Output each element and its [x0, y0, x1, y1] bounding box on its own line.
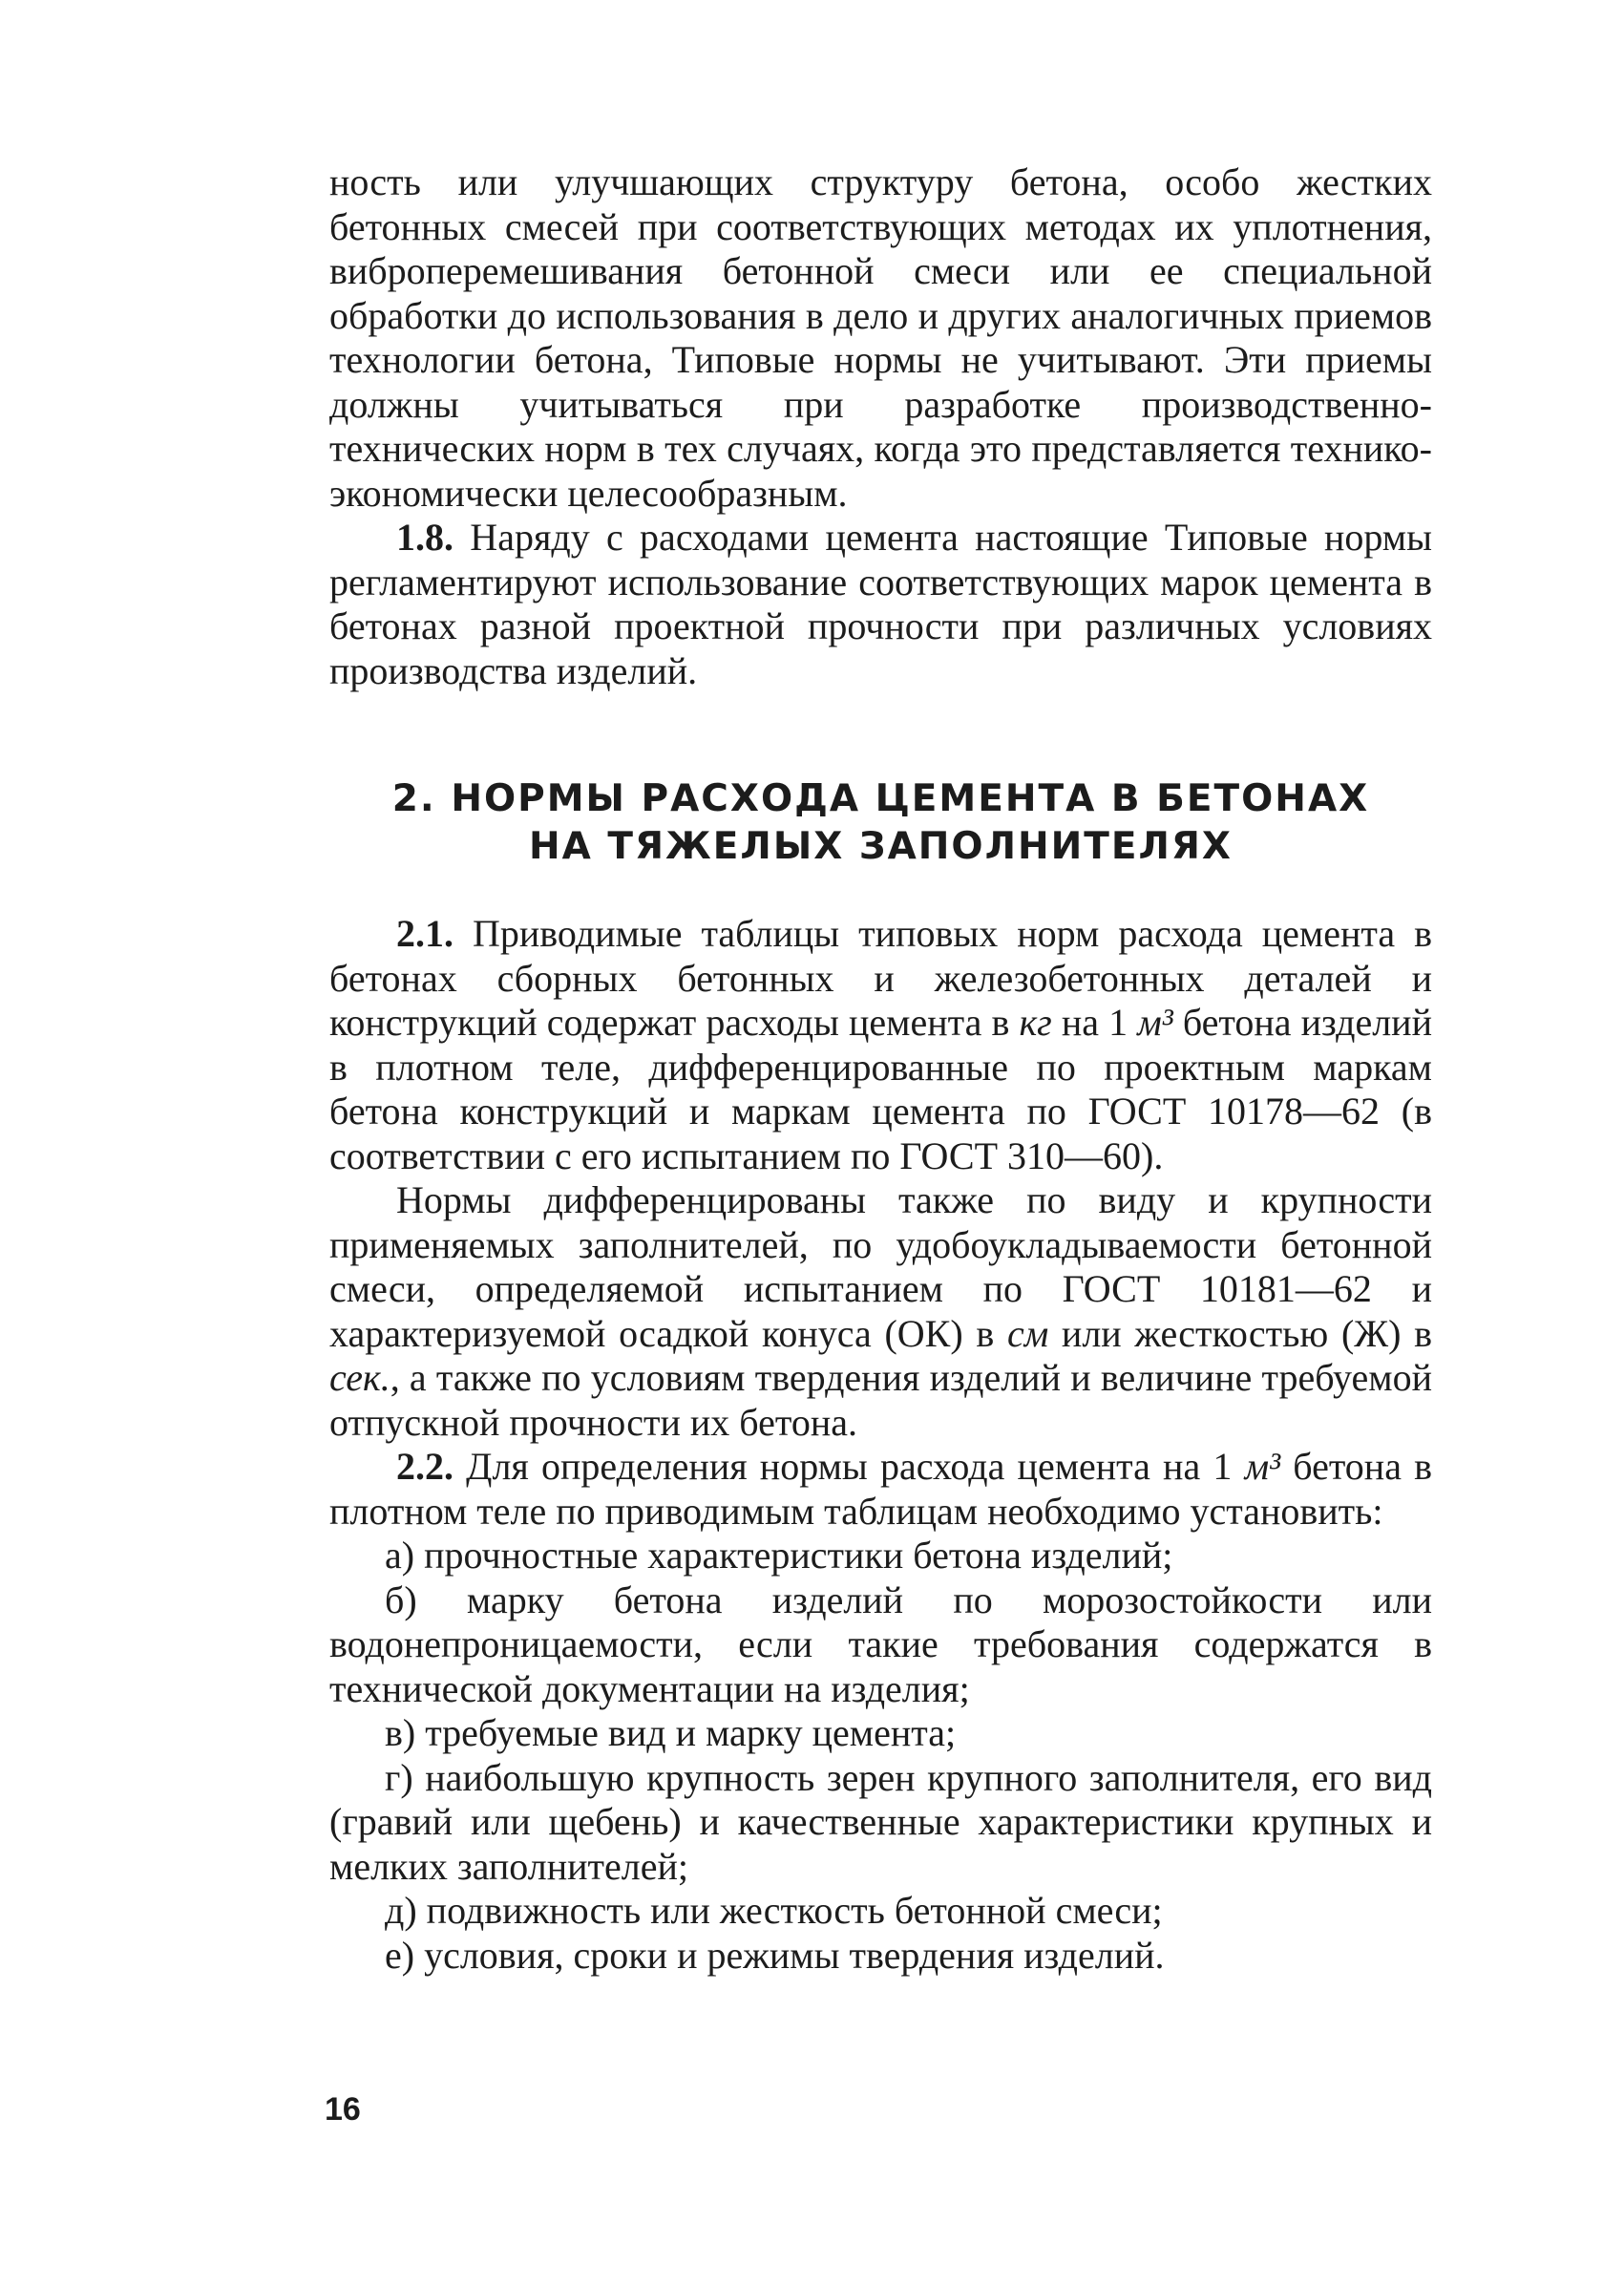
- unit-sec: сек.: [329, 1356, 390, 1399]
- list-item-v: в) требуемые вид и марку цемента;: [385, 1711, 957, 1754]
- paragraph-text: , а также по условиям твердения изделий и величине требуемой отпускной прочности их бетона.: [329, 1356, 1432, 1444]
- paragraph-text: на 1: [1051, 1001, 1138, 1044]
- paragraph-2-1: [329, 912, 1432, 1178]
- section2-text: [329, 912, 1432, 1978]
- heading-line-1: 2. НОРМЫ РАСХОДА ЦЕМЕНТА В БЕТОНАХ: [391, 777, 1370, 820]
- paragraph-2-1-norms: [329, 1178, 1432, 1445]
- unit-m3: м³: [1137, 1001, 1173, 1044]
- paragraph-number: 2.2.: [396, 1445, 453, 1488]
- paragraph-text: бетона в плотном теле по приводимым таблицам необходимо установить:: [329, 1445, 1433, 1533]
- unit-m3: м³: [1244, 1445, 1281, 1488]
- paragraph-continuation: ность или улучшающих структуру бетона, особо жестких бетонных смесей при соответствующих методах их уплотнения, виброперемешивания бетонной смеси или ее специальной обработки до использования в дело и других аналогичных приемов технологии бетона, Типовые нормы не учитывают. Эти приемы должны учитываться при разработке производственно-технических норм в тех случаях, когда это представляется технико-экономически целесообразным.: [329, 160, 1432, 515]
- section1-text: [329, 160, 1432, 693]
- list-item-e: е) условия, сроки и режимы твердения изделий.: [385, 1933, 1165, 1977]
- unit-kg: кг: [1019, 1001, 1052, 1044]
- page-number: 16: [325, 2091, 361, 2128]
- list-item-g: г) наибольшую крупность зерен крупного заполнителя, его вид (гравий или щебень) и качественные характеристики крупных и мелких заполнителей;: [329, 1755, 1432, 1888]
- paragraph-text: Нормы дифференцированы также по виду и крупности применяемых заполнителей, по удобоукладываемости бетонной смеси, определяемой испытанием по ГОСТ 10181—62 и характеризуемой осадкой конуса (ОК) в: [329, 1178, 1432, 1355]
- unit-cm: см: [1006, 1311, 1049, 1355]
- list-item-b: б) марку бетона изделий по морозостойкости или водонепроницаемости, если такие требования содержатся в технической документации на изделия;: [329, 1578, 1432, 1710]
- paragraph-text: Для определения нормы расхода цемента на 1: [453, 1445, 1245, 1488]
- paragraph-number: 2.1.: [396, 912, 453, 955]
- list-item-d: д) подвижность или жесткость бетонной смеси;: [385, 1889, 1163, 1932]
- paragraph-2-2: [329, 1445, 1432, 1534]
- paragraph-text: бетона изделий в плотном теле, дифференцированные по проектным маркам бетона конструкций и маркам цемента по ГОСТ 10178—62 (в соответствии с его испытанием по ГОСТ 310—60).: [329, 1001, 1432, 1177]
- paragraph-text: или жесткостью (Ж) в: [1048, 1311, 1432, 1355]
- paragraph-number: 1.8.: [396, 516, 453, 559]
- list-item-a: а) прочностные характеристики бетона изделий;: [385, 1534, 1173, 1577]
- paragraph-text: Приводимые таблицы типовых норм расхода цемента в бетонах сборных бетонных и железобетонных деталей и конструкций содержат расходы цемента в: [329, 912, 1432, 1044]
- paragraph-1-8: [329, 516, 1432, 693]
- paragraph-text: Наряду с расходами цемента настоящие Типовые нормы регламентируют использование соответствующих марок цемента в бетонах разной проектной прочности при различных условиях производства изделий.: [329, 516, 1432, 692]
- heading-line-2: НА ТЯЖЕЛЫХ ЗАПОЛНИТЕЛЯХ: [529, 825, 1233, 868]
- section-heading: [329, 775, 1432, 871]
